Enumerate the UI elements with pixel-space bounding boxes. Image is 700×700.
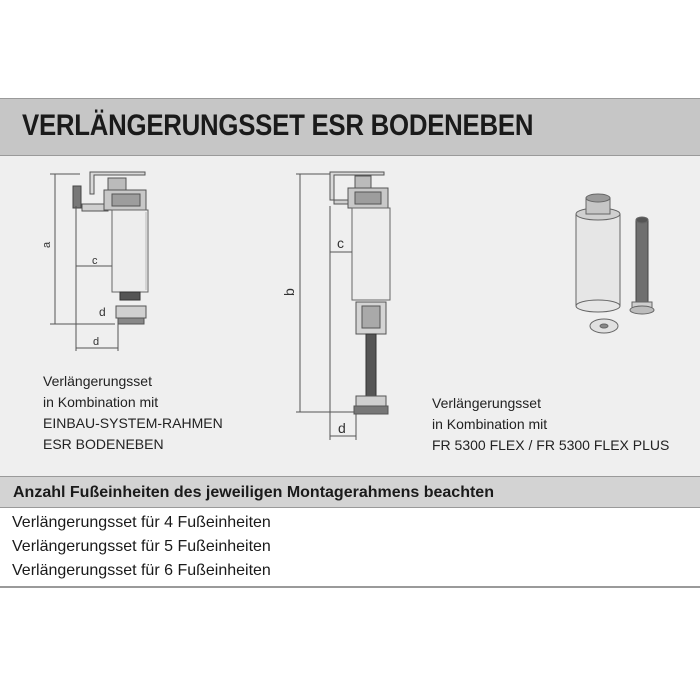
right-caption-line: Verlängerungsset (432, 395, 541, 411)
dim-c-label-left: c (92, 255, 98, 267)
title-bar (0, 98, 700, 156)
right-caption (432, 393, 669, 456)
left-caption-line: ESR BODENEBEN (43, 436, 164, 452)
extension-kit-drawing (576, 194, 654, 333)
dim-c-label-middle: c (337, 235, 344, 251)
dim-a-label: a (41, 241, 53, 248)
left-foot-drawing (50, 172, 148, 351)
middle-foot-drawing (296, 172, 390, 440)
note-text: Anzahl Fußeinheiten des jeweiligen Montagerahmens beachten (13, 484, 494, 501)
left-caption-line: EINBAU-SYSTEM-RAHMEN (43, 415, 223, 431)
right-caption-line: FR 5300 FLEX / FR 5300 FLEX PLUS (432, 437, 670, 453)
left-caption-line: Verlängerungsset (43, 373, 152, 389)
list-item: Verlängerungsset für 6 Fußeinheiten (12, 562, 271, 579)
dim-b-label: b (281, 288, 297, 296)
product-sheet (0, 98, 700, 588)
left-caption-line: in Kombination mit (43, 394, 159, 410)
page-title: VERLÄNGERUNGSSET ESR BODENEBEN (22, 109, 534, 142)
list-item: Verlängerungsset für 5 Fußeinheiten (12, 538, 271, 555)
dim-d-label-left-1: d (99, 305, 106, 319)
dim-d-label-middle: d (338, 420, 346, 436)
list-item: Verlängerungsset für 4 Fußeinheiten (12, 514, 271, 531)
diagram-area (0, 156, 700, 476)
left-caption (43, 371, 223, 455)
note-bar (0, 476, 700, 508)
variant-list (0, 508, 700, 588)
dim-d-label-left-2: d (93, 336, 100, 348)
right-caption-line: in Kombination mit (432, 416, 548, 432)
